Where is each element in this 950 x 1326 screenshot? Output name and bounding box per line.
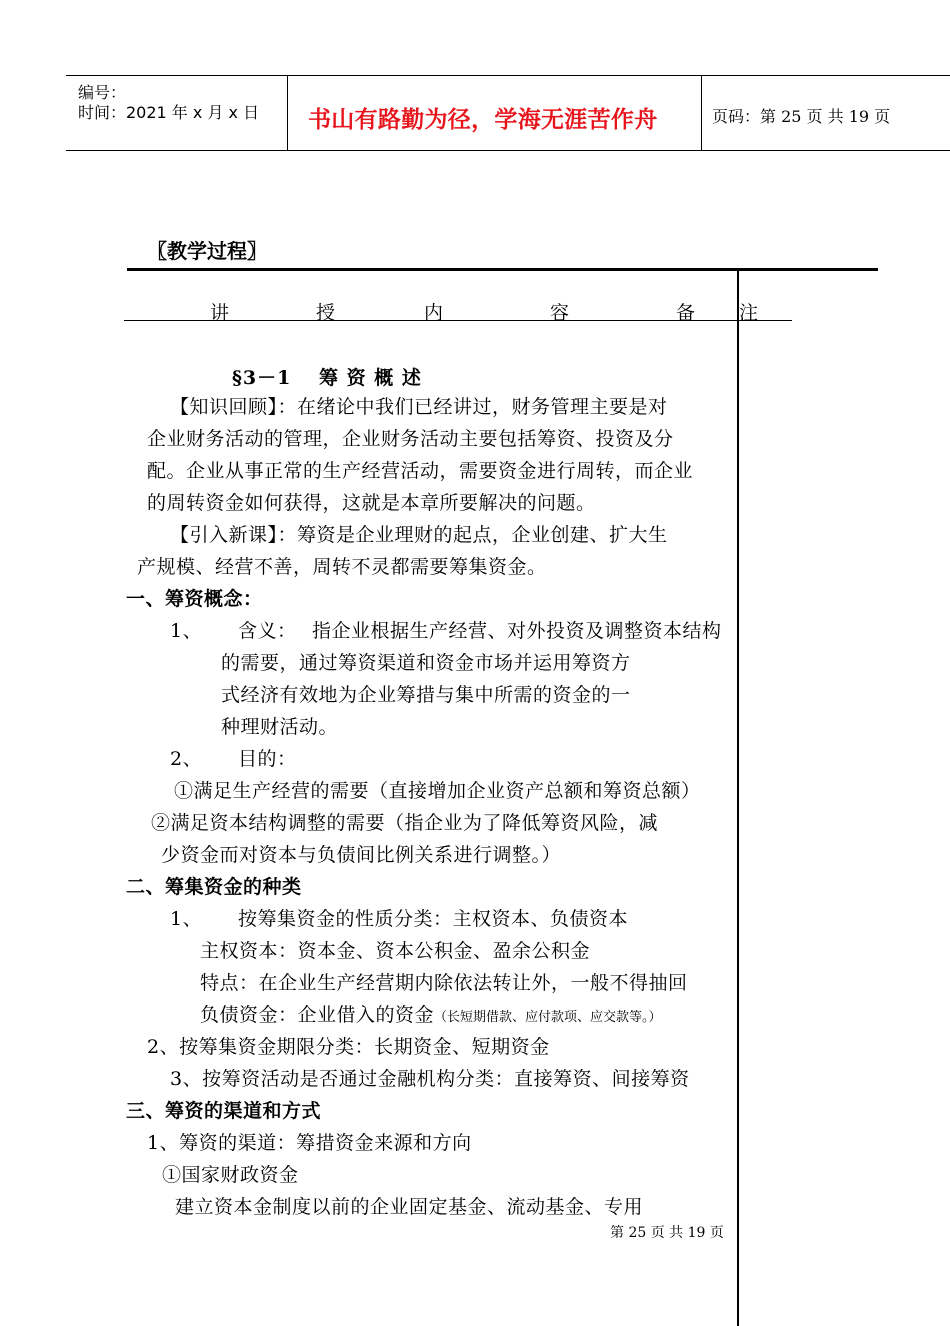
- s2-debt-text: 负债资金：企业借入的资金: [200, 1004, 435, 1026]
- header-number-label: 编号：: [78, 83, 127, 102]
- content-heading: §3－1 筹 资 概 述: [232, 367, 422, 389]
- footer-page-number: 第 25 页 共 19 页: [610, 1225, 724, 1241]
- s1-purpose-2-line-2: 少资金而对资本与负债间比例关系进行调整。）: [161, 844, 562, 866]
- header-divider-left: [287, 75, 288, 151]
- s3-item1: 1、筹资的渠道：筹措资金来源和方向: [147, 1132, 472, 1154]
- header-divider-right: [701, 75, 702, 151]
- s1-item1-cont-1: 的需要，通过筹资渠道和资金市场并运用筹资方: [221, 652, 631, 674]
- table-column-divider: [737, 270, 739, 1326]
- s1-item1-number: 1、: [170, 620, 203, 642]
- s1-item1-cont-2: 式经济有效地为企业筹措与集中所需的资金的一: [221, 684, 631, 706]
- header-page-label: 页码：第 25 页 共 19 页: [712, 107, 891, 126]
- intro-line-2: 产规模、经营不善，周转不灵都需要筹集资金。: [137, 556, 547, 578]
- section-1-title: 一、筹资概念：: [126, 588, 263, 610]
- s2-item2: 2、按筹集资金期限分类：长期资金、短期资金: [147, 1036, 550, 1058]
- col-header-rong: 容: [550, 302, 570, 324]
- section-3-title: 三、筹资的渠道和方式: [126, 1100, 322, 1122]
- s1-purpose-2-line-1: ②满足资本结构调整的需要（指企业为了降低筹资风险，减: [151, 812, 659, 834]
- s2-item1-text: 按筹集资金的性质分类：主权资本、负债资本: [238, 908, 629, 930]
- col-header-shou: 授: [316, 302, 336, 324]
- col-header-zhu: 注: [739, 302, 759, 324]
- s1-item2-label: 目的：: [238, 748, 297, 770]
- s1-item1-label: 含义：: [238, 620, 297, 642]
- s1-item1-text: 指企业根据生产经营、对外投资及调整资本结构: [312, 620, 722, 642]
- table-top-rule: [127, 268, 878, 271]
- s2-item1-number: 1、: [170, 908, 203, 930]
- col-header-jiang: 讲: [210, 302, 230, 324]
- review-line-2: 企业财务活动的管理，企业财务活动主要包括筹资、投资及分: [147, 428, 674, 450]
- review-line-4: 的周转资金如何获得，这就是本章所要解决的问题。: [147, 492, 596, 514]
- section-title: 〖教学过程〗: [147, 239, 267, 263]
- section-2-title: 二、筹集资金的种类: [126, 876, 302, 898]
- s2-debt-note: （长短期借款、应付款项、应交款等。）: [434, 1010, 662, 1025]
- header-bottom-rule: [66, 150, 950, 151]
- header-motto: 书山有路勤为径，学海无涯苦作舟: [308, 106, 658, 133]
- s1-purpose-1: ①满足生产经营的需要（直接增加企业资产总额和筹资总额）: [174, 780, 701, 802]
- s2-feature: 特点：在企业生产经营期内除依法转让外，一般不得抽回: [200, 972, 688, 994]
- s3-sub1: ①国家财政资金: [162, 1164, 299, 1186]
- intro-line-1: 【引入新课】：筹资是企业理财的起点，企业创建、扩大生: [170, 524, 668, 546]
- col-header-bei: 备: [676, 302, 696, 324]
- header-top-rule: [66, 75, 950, 76]
- s2-equity: 主权资本：资本金、资本公积金、盈余公积金: [200, 940, 591, 962]
- review-line-3: 配。企业从事正常的生产经营活动，需要资金进行周转，而企业: [147, 460, 694, 482]
- s2-debt: [200, 1004, 662, 1029]
- s1-item2-number: 2、: [170, 748, 203, 770]
- header-time-label: 时间：2021 年 x 月 x 日: [78, 103, 260, 122]
- review-line-1: 【知识回顾】：在绪论中我们已经讲过，财务管理主要是对: [170, 396, 668, 418]
- s3-sub1-text: 建立资本金制度以前的企业固定基金、流动基金、专用: [175, 1196, 644, 1218]
- s2-item3: 3、按筹资活动是否通过金融机构分类：直接筹资、间接筹资: [170, 1068, 690, 1090]
- s1-item1-cont-3: 种理财活动。: [221, 716, 339, 738]
- col-header-nei: 内: [424, 302, 444, 324]
